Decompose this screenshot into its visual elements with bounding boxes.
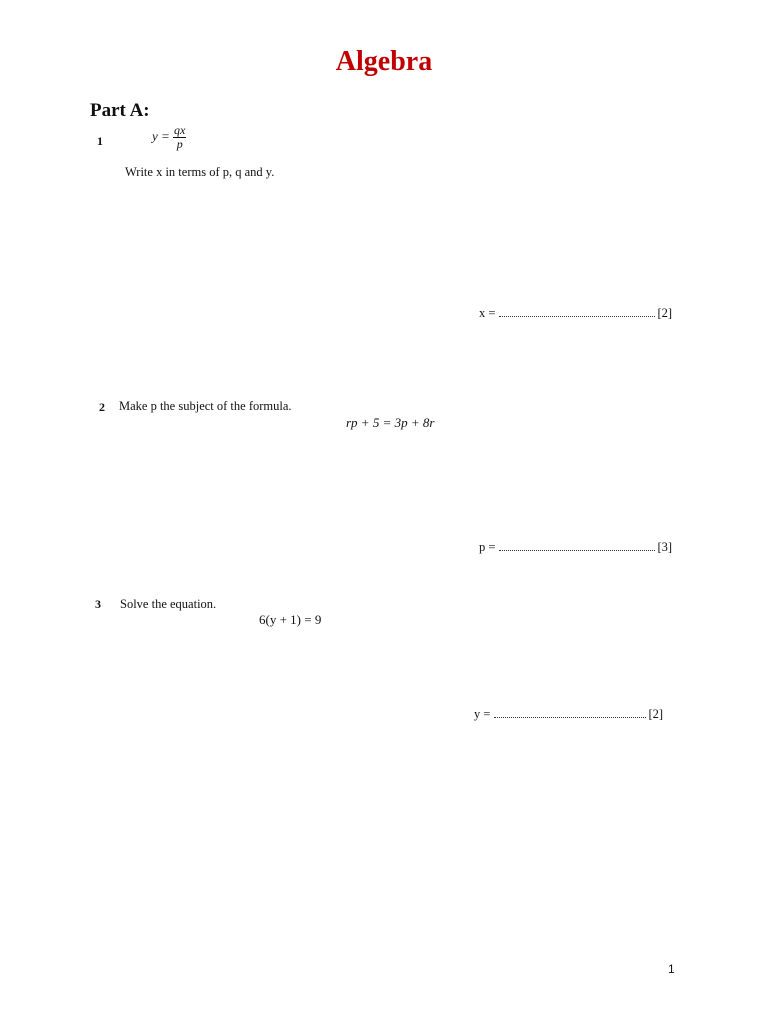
question-2-marks: [3] (657, 540, 673, 554)
question-3-formula: 6(y + 1) = 9 (259, 612, 322, 627)
question-2-answer-label: p = (479, 540, 496, 554)
part-heading: Part A: (90, 100, 150, 121)
page-title: Algebra (335, 46, 433, 77)
question-3-number: 3 (95, 597, 101, 611)
question-2-number: 2 (99, 400, 105, 414)
question-3-marks: [2] (648, 707, 664, 721)
question-1-formula (152, 124, 186, 151)
question-1-instruction: Write x in terms of p, q and y. (125, 165, 275, 179)
question-1-denominator: p (176, 137, 183, 151)
question-1-answer-blank[interactable] (499, 308, 655, 317)
question-2-instruction: Make p the subject of the formula. (119, 399, 292, 413)
question-3-answer-label: y = (474, 707, 491, 721)
question-1-answer-label: x = (479, 306, 496, 320)
question-3-answer-line (474, 707, 663, 722)
question-1-marks: [2] (657, 306, 673, 320)
question-2-formula: rp + 5 = 3p + 8r (346, 415, 435, 430)
question-3-instruction: Solve the equation. (120, 597, 217, 611)
question-2-answer-line (479, 540, 672, 555)
question-1-number: 1 (97, 134, 103, 148)
question-1-numerator: qx (174, 123, 186, 137)
question-2-answer-blank[interactable] (499, 542, 655, 551)
page-number: 1 (668, 962, 675, 976)
question-1-answer-line (479, 306, 672, 321)
question-1-fraction (173, 124, 186, 151)
question-1-formula-lhs: y = (152, 128, 170, 144)
question-3-answer-blank[interactable] (494, 709, 646, 718)
